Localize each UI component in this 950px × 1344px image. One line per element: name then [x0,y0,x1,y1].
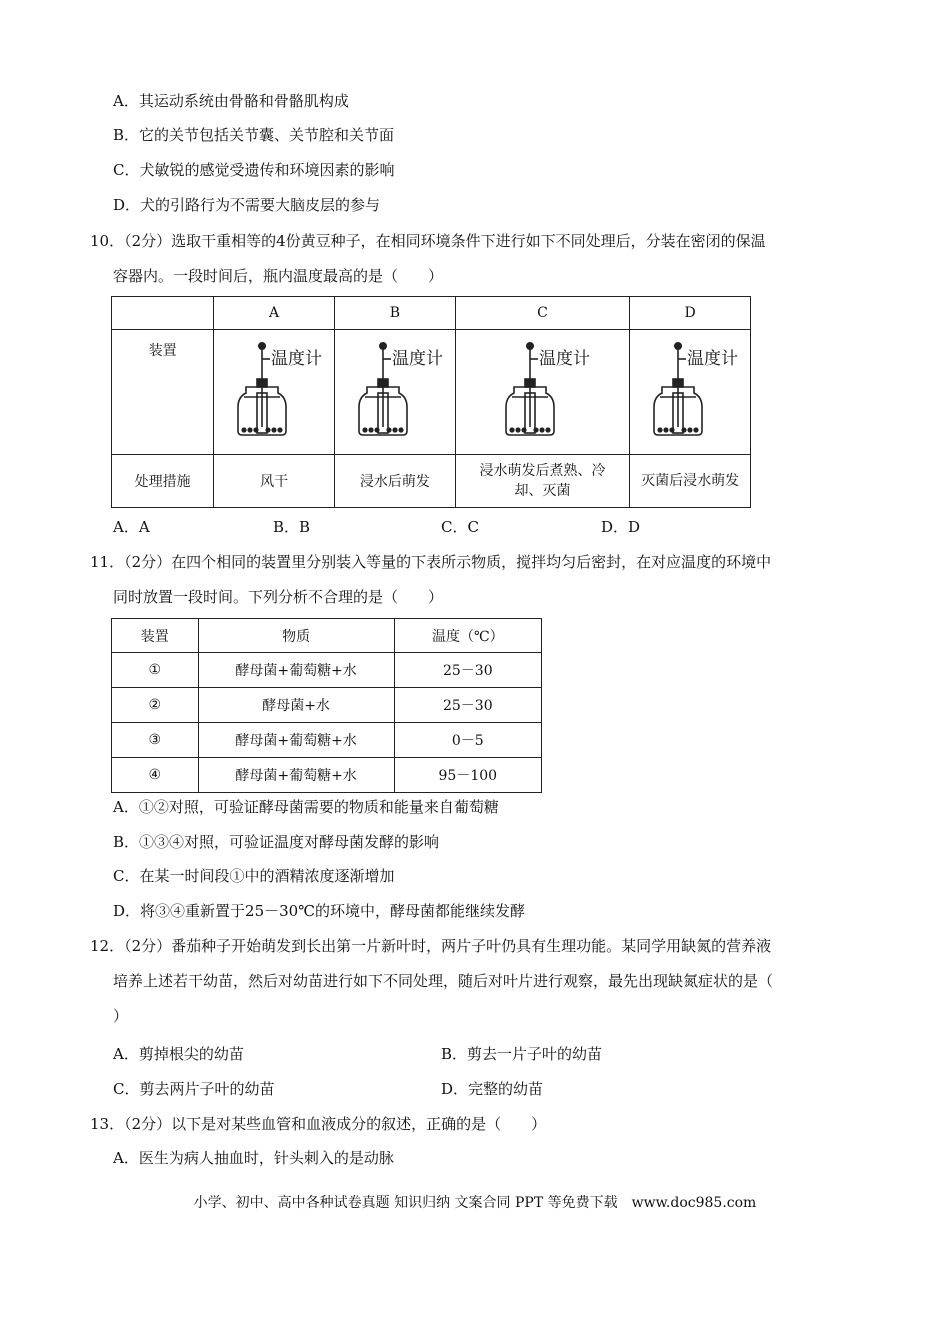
table-cell: 25－30 [394,688,541,723]
q11-option-d: D．将③④重新置于25－30℃的环境中，酵母菌都能继续发酵 [113,902,525,920]
q12-option-b: B．剪去一片子叶的幼苗 [441,1045,603,1063]
thermos-flask-icon [640,337,740,447]
q11-stem-line2: 同时放置一段时间。下列分析不合理的是（ ） [113,588,444,606]
q10-header-b: B [335,297,456,330]
table-cell: ④ [112,758,199,793]
table-cell: 酵母菌+水 [198,688,394,723]
svg-text:温度计: 温度计 [271,349,323,369]
q12-stem-line3: ） [113,1007,129,1025]
thermos-flask-icon [345,337,445,447]
page-footer: 小学、初中、高中各种试卷真题 知识归纳 文案合同 PPT 等免费下载 www.doc985.com [193,1195,757,1211]
q10-option-d: D．D [601,518,641,536]
svg-text:温度计: 温度计 [391,349,443,369]
q10-treatment-b: 浸水后萌发 [335,455,456,508]
table-cell: 酵母菌+葡萄糖+水 [198,758,394,793]
q10-table [111,296,751,508]
table-cell: 95－100 [394,758,541,793]
q9-option-c: C．犬敏锐的感觉受遗传和环境因素的影响 [113,161,395,179]
q11-option-a: A．①②对照，可验证酵母菌需要的物质和能量来自葡萄糖 [113,798,499,816]
q12-stem-line2: 培养上述若干幼苗，然后对幼苗进行如下不同处理，随后对叶片进行观察，最先出现缺氮症状的是（ [113,972,774,990]
table-cell: ③ [112,723,199,758]
q9-option-b: B．它的关节包括关节囊、关节腔和关节面 [113,126,395,144]
thermos-flask-icon [224,337,324,447]
q10-treatment-d: 灭菌后浸水萌发 [630,455,751,508]
q10-apparatus-c [455,330,629,455]
q11-table [111,618,542,793]
q13-stem-line1: 13．（2分）以下是对某些血管和血液成分的叙述，正确的是（ ） [90,1115,547,1133]
table-cell: ① [112,653,199,688]
q11-header-substance: 物质 [198,619,394,653]
q9-option-d: D．犬的引路行为不需要大脑皮层的参与 [113,196,381,214]
q12-option-d: D．完整的幼苗 [441,1080,544,1098]
q11-stem-line1: 11．（2分）在四个相同的装置里分别装入等量的下表所示物质，搅拌均匀后密封，在对应温度的环境中 [90,553,772,571]
q10-treatment-c: 浸水萌发后煮熟、冷却、灭菌 [455,455,629,508]
q11-header-temperature: 温度（℃） [394,619,541,653]
q10-option-b: B．B [273,518,311,536]
q10-option-c: C．C [441,518,479,536]
q10-header-a: A [214,297,335,330]
svg-text:温度计: 温度计 [687,349,739,369]
q10-apparatus-b [335,330,456,455]
q12-option-c: C．剪去两片子叶的幼苗 [113,1080,275,1098]
q10-stem-line1: 10．（2分）选取干重相等的4份黄豆种子，在相同环境条件下进行如下不同处理后，分装在密闭的保温 [90,232,766,250]
q10-apparatus-a [214,330,335,455]
table-cell: 酵母菌+葡萄糖+水 [198,723,394,758]
q10-treatment-a: 风干 [214,455,335,508]
q11-header-device: 装置 [112,619,199,653]
q10-stem-line2: 容器内。一段时间后，瓶内温度最高的是（ ） [113,267,444,285]
q10-header-empty [112,297,214,330]
thermos-flask-icon [492,337,592,447]
q13-option-a: A．医生为病人抽血时，针头刺入的是动脉 [113,1149,394,1167]
q11-option-c: C．在某一时间段①中的酒精浓度逐渐增加 [113,867,395,885]
q10-apparatus-d [630,330,751,455]
q10-option-a: A．A [113,518,150,536]
q10-row-apparatus-label: 装置 [112,330,214,455]
svg-text:温度计: 温度计 [539,349,591,369]
q11-option-b: B．①③④对照，可验证温度对酵母菌发酵的影响 [113,833,440,851]
table-cell: 0－5 [394,723,541,758]
q12-option-a: A．剪掉根尖的幼苗 [113,1045,244,1063]
q12-stem-line1: 12．（2分）番茄种子开始萌发到长出第一片新叶时，两片子叶仍具有生理功能。某同学用缺氮的营养液 [90,937,772,955]
q10-row-treatment-label: 处理措施 [112,455,214,508]
q10-header-d: D [630,297,751,330]
table-cell: ② [112,688,199,723]
table-cell: 酵母菌+葡萄糖+水 [198,653,394,688]
table-cell: 25－30 [394,653,541,688]
q10-header-c: C [455,297,629,330]
q9-option-a: A．其运动系统由骨骼和骨骼肌构成 [113,92,349,110]
